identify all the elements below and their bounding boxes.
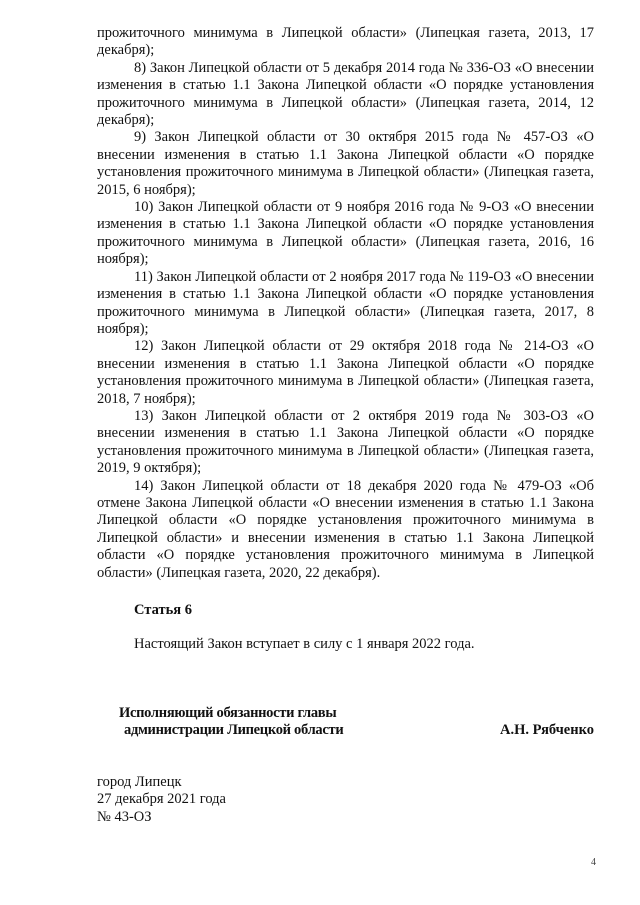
signatory-name: А.Н. Рябченко: [499, 722, 594, 738]
law-list-paragraph: 9) Закон Липецкой области от 30 октября 2015 года № 457-ОЗ «О внесении изменения в статью 1.1 Закона Липецкой области «О порядке установления прожиточного минимума в Липецкой области» (Липецкая газета, 2015, 6 ноября);: [97, 129, 594, 198]
page-number: 4: [591, 857, 596, 868]
footer-city: город Липецк: [97, 774, 182, 790]
document-body: [97, 25, 594, 582]
law-list-paragraph: прожиточного минимума в Липецкой области» (Липецкая газета, 2013, 17 декабря);: [97, 25, 594, 59]
law-list-paragraph: 10) Закон Липецкой области от 9 ноября 2016 года № 9-ОЗ «О внесении изменения в статью 1.1 Закона Липецкой области «О порядке установления прожиточного минимума в Липецкой области» (Липецкая газета, 2016, 16 ноября);: [97, 199, 594, 268]
law-list-paragraph: 12) Закон Липецкой области от 29 октября 2018 года № 214-ОЗ «О внесении изменения в статью 1.1 Закона Липецкой области «О порядке установления прожиточного минимума в Липецкой области» (Липецкая газета, 2018, 7 ноября);: [97, 338, 594, 407]
law-list-paragraph: 13) Закон Липецкой области от 2 октября 2019 года № 303-ОЗ «О внесении изменения в статью 1.1 Закона Липецкой области «О порядке установления прожиточного минимума в Липецкой области» (Липецкая газета, 2019, 9 октября);: [97, 407, 594, 477]
article-text: Настоящий Закон вступает в силу с 1 января 2022 года.: [134, 636, 475, 652]
law-list-paragraph: 11) Закон Липецкой области от 2 ноября 2017 года № 119-ОЗ «О внесении изменения в статью 1.1 Закона Липецкой области «О порядке установления прожиточного минимума в Липецкой области» (Липецкая газета, 2017, 8 ноября);: [97, 268, 594, 337]
article-title: Статья 6: [134, 602, 192, 618]
signatory-position: [119, 705, 343, 740]
signatory-position-line-1: Исполняющий обязанности главы: [119, 705, 337, 721]
law-list-paragraph: 14) Закон Липецкой области от 18 декабря 2020 года № 479-ОЗ «Об отмене Закона Липецкой области «О внесении изменения в статью 1.1 Закона Липецкой области «О порядке установления прожиточного минимума в Липецкой области» и внесении изменения в статью 1.1 Закона Липецкой области «О порядке установления прожиточного минимума в Липецкой области» (Липецкая газета, 2020, 22 декабря).: [97, 477, 594, 581]
signatory-position-line-2: администрации Липецкой области: [124, 722, 344, 739]
footer-number: № 43-ОЗ: [97, 808, 152, 825]
footer-date: 27 декабря 2021 года: [97, 791, 226, 808]
document-footer: [97, 774, 226, 826]
law-list-paragraph: 8) Закон Липецкой области от 5 декабря 2014 года № 336-ОЗ «О внесении изменения в статью 1.1 Закона Липецкой области «О порядке установления прожиточного минимума в Липецкой области» (Липецкая газета, 2014, 12 декабря);: [97, 59, 594, 129]
